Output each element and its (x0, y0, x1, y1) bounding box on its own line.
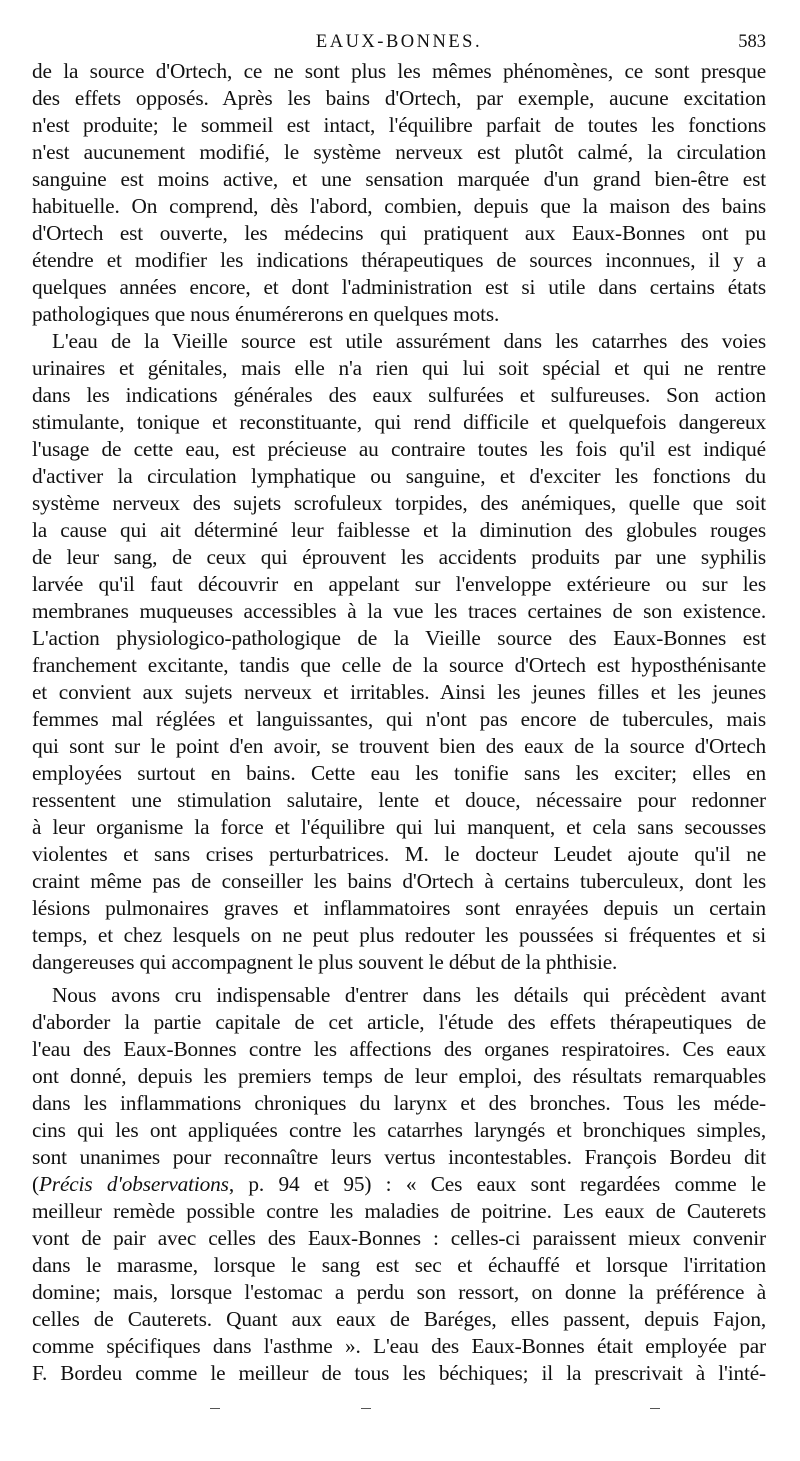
text-line: dans le marasme, lorsque le sang est sec et échauffé et lorsque l'irritation (32, 1253, 766, 1277)
text-line: vont de pair avec celles des Eaux-Bonnes : celles-ci paraissent mieux convenir (32, 1226, 766, 1250)
text-line: franchement excitante, tandis que celle de la source d'Ortech est hyposthénisante (32, 653, 766, 677)
footer-dash (650, 1408, 660, 1409)
text-line: la cause qui ait déterminé leur faiblesse et la diminution des globules rouges (32, 518, 766, 542)
text-line: dans les inflammations chroniques du larynx et des bronches. Tous les méde- (32, 1091, 766, 1115)
page-number: 583 (738, 32, 766, 52)
text-line: ont donné, depuis les premiers temps de leur emploi, des résultats remarquables (32, 1064, 766, 1088)
text-line: craint même pas de conseiller les bains d'Ortech à certains tuberculeux, dont les (32, 869, 766, 893)
text-line: cins qui les ont appliquées contre les catarrhes laryngés et bronchiques simples, (32, 1118, 766, 1142)
text-line: l'eau des Eaux-Bonnes contre les affections des organes respiratoires. Ces eaux (32, 1037, 766, 1061)
text-line: de leur sang, de ceux qui éprouvent les accidents produits par une syphilis (32, 545, 766, 569)
text-line: membranes muqueuses accessibles à la vue les traces certaines de son existence. (32, 599, 766, 623)
text-line: larvée qu'il faut découvrir en appelant sur l'enveloppe extérieure ou sur les (32, 572, 766, 596)
text-line: meilleur remède possible contre les maladies de poitrine. Les eaux de Cauterets (32, 1199, 766, 1223)
book-page (32, 0, 766, 1385)
text-line: pathologiques que nous énumérerons en quelques mots. (32, 302, 500, 326)
text-line: et convient aux sujets nerveux et irritables. Ainsi les jeunes filles et les jeunes (32, 680, 766, 704)
text-line: qui sont sur le point d'en avoir, se trouvent bien des eaux de la source d'Ortech (32, 734, 766, 758)
text-line: sanguine est moins active, et une sensation marquée d'un grand bien-être est (32, 167, 766, 191)
text-line: quelques années encore, et dont l'administration est si utile dans certains états (32, 275, 766, 299)
text-line: lésions pulmonaires graves et inflammatoires sont enrayées depuis un certain (32, 896, 766, 920)
text-line: F. Bordeu comme le meilleur de tous les béchiques; il la prescrivait à l'inté- (32, 1361, 766, 1385)
body-text (32, 58, 766, 1387)
text-line: employées surtout en bains. Cette eau les tonifie sans les exciter; elles en (32, 761, 766, 785)
text-line: Nous avons cru indispensable d'entrer dans les détails qui précèdent avant (52, 983, 766, 1007)
text-line: l'usage de cette eau, est précieuse au contraire toutes les fois qu'il est indiqué (32, 437, 766, 461)
text-line: d'activer la circulation lymphatique ou sanguine, et d'exciter les fonctions du (32, 464, 766, 488)
text-line: étendre et modifier les indications thérapeutiques de sources inconnues, il y a (32, 248, 766, 272)
text-line: femmes mal réglées et languissantes, qui n'ont pas encore de tubercules, mais (32, 707, 766, 731)
text-line: d'Ortech est ouverte, les médecins qui pratiquent aux Eaux-Bonnes ont pu (32, 221, 766, 245)
text-line: sont unanimes pour reconnaître leurs vertus incontestables. François Bordeu dit (32, 1145, 766, 1169)
text-line: n'est aucunement modifié, le système nerveux est plutôt calmé, la circulation (32, 140, 766, 164)
text-run: ( (32, 1172, 39, 1196)
text-line: dangereuses qui accompagnent le plus souvent le début de la phthisie. (32, 950, 618, 974)
text-line: stimulante, tonique et reconstituante, qui rend difficile et quelquefois dangereux (32, 410, 766, 434)
text-line: des effets opposés. Après les bains d'Ortech, par exemple, aucune excitation (32, 86, 766, 110)
text-line: comme spécifiques dans l'asthme ». L'eau des Eaux-Bonnes était employée par (32, 1334, 766, 1358)
text-line: n'est produite; le sommeil est intact, l'équilibre parfait de toutes les fonctions (32, 113, 766, 137)
text-line: dans les indications générales des eaux sulfurées et sulfureuses. Son action (32, 383, 766, 407)
text-line: de la source d'Ortech, ce ne sont plus les mêmes phénomènes, ce sont presque (32, 59, 766, 83)
running-title: EAUX-BONNES. (315, 32, 483, 52)
footer-dash (361, 1408, 371, 1409)
running-header (32, 0, 766, 60)
text-line: ressentent une stimulation salutaire, lente et douce, nécessaire pour redonner (32, 788, 766, 812)
text-line: L'eau de la Vieille source est utile assurément dans les catarrhes des voies (52, 329, 766, 353)
text-line: urinaires et génitales, mais elle n'a rien qui lui soit spécial et qui ne rentre (32, 356, 766, 380)
text-line: système nerveux des sujets scrofuleux torpides, des anémiques, quelle que soit (32, 491, 766, 515)
text-line: violentes et sans crises perturbatrices. M. le docteur Leudet ajoute qu'il ne (32, 842, 766, 866)
footer-dash (210, 1408, 220, 1409)
text-line: celles de Cauterets. Quant aux eaux de Baréges, elles passent, depuis Fajon, (32, 1307, 766, 1331)
text-line: domine; mais, lorsque l'estomac a perdu son ressort, on donne la préférence à (32, 1280, 766, 1304)
text-line (32, 1171, 766, 1198)
text-line: L'action physiologico-pathologique de la Vieille source des Eaux-Bonnes est (32, 626, 766, 650)
footer-marks (32, 1408, 766, 1418)
text-run: , p. 94 et 95) : « Ces eaux sont regardées comme le (228, 1172, 766, 1196)
text-line: habituelle. On comprend, dès l'abord, combien, depuis que la maison des bains (32, 194, 766, 218)
text-line: à leur organisme la force et l'équilibre qui lui manquent, et cela sans secousses (32, 815, 766, 839)
italic-citation: Précis d'observations (38, 1172, 229, 1196)
text-line: temps, et chez lesquels on ne peut plus redouter les poussées si fréquentes et si (32, 923, 766, 947)
text-line: d'aborder la partie capitale de cet article, l'étude des effets thérapeutiques de (32, 1010, 766, 1034)
